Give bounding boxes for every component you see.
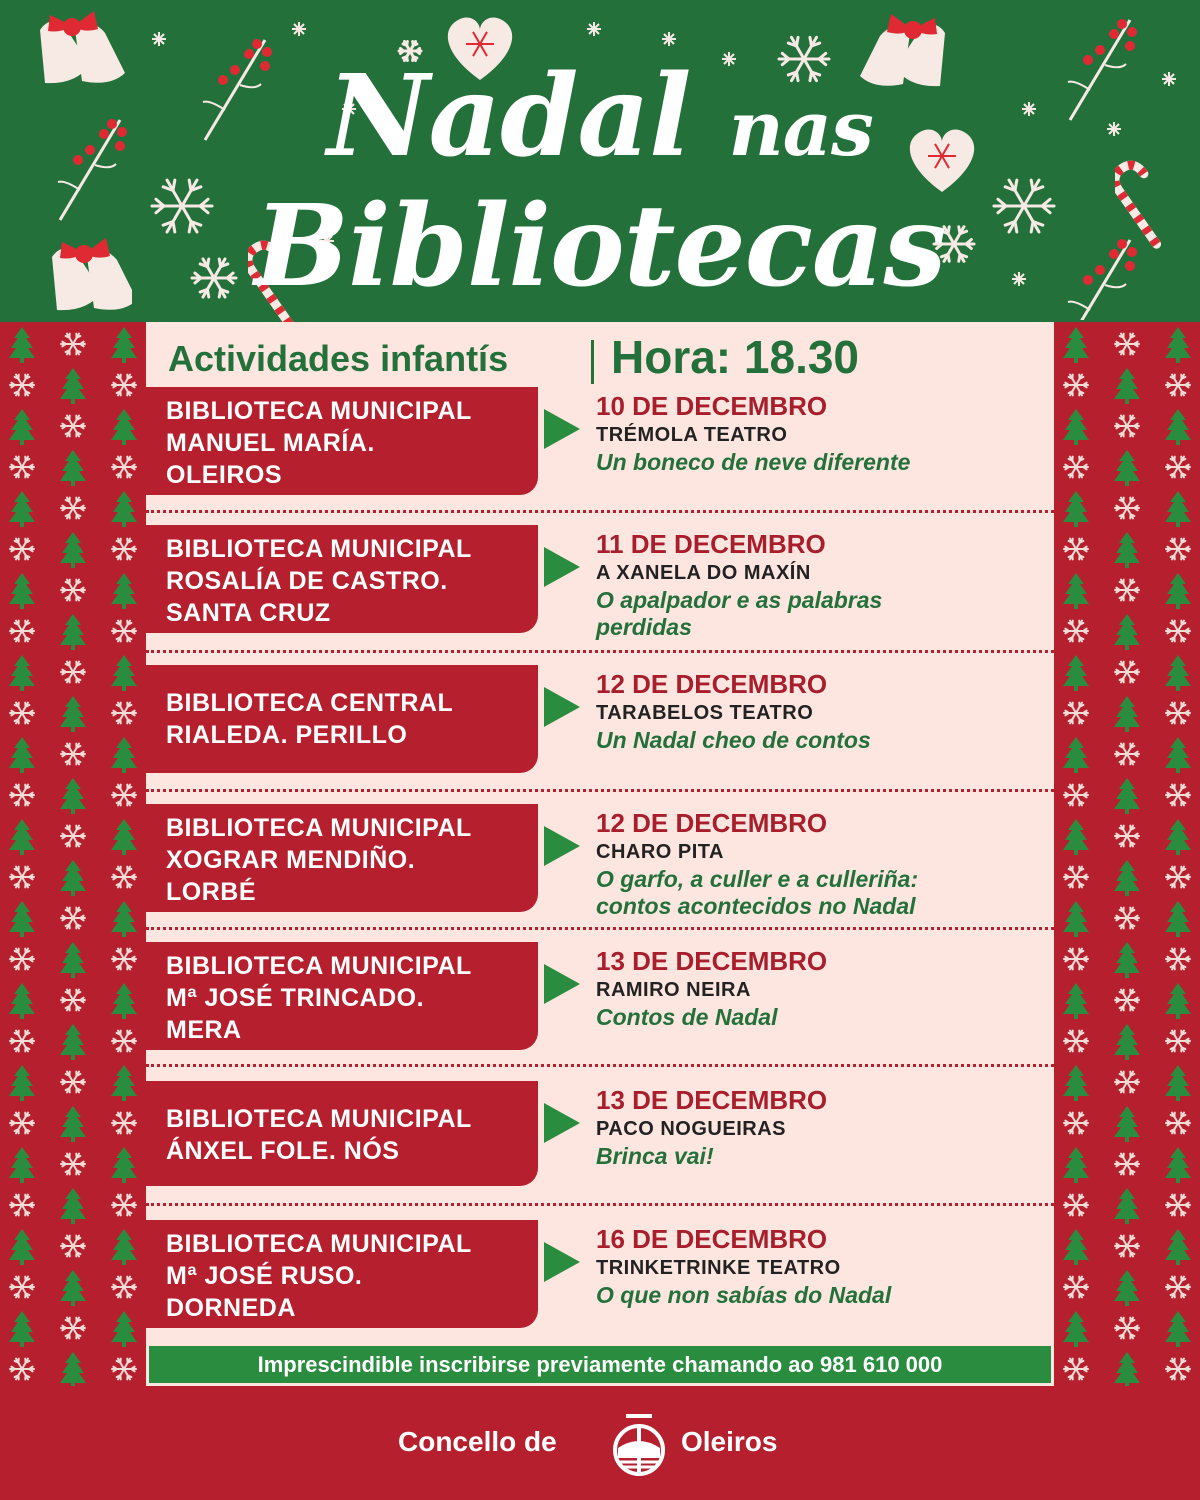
snowflake-icon <box>61 1072 85 1093</box>
library-name-line: MANUEL MARÍA. <box>166 429 375 457</box>
title-line-1 <box>0 52 1200 194</box>
tree-icon <box>1114 614 1140 650</box>
event-show-title: perdidas <box>596 614 692 640</box>
library-name-line: BIBLIOTECA MUNICIPAL <box>166 1105 472 1133</box>
event-company: RAMIRO NEIRA <box>596 979 751 1001</box>
tree-icon <box>60 1270 86 1306</box>
snowflake-icon <box>10 867 34 888</box>
tree-icon <box>60 1188 86 1224</box>
tree-icon <box>1114 368 1140 404</box>
library-name-line: BIBLIOTECA MUNICIPAL <box>166 1230 472 1258</box>
events-panel <box>146 322 1054 1386</box>
time-label: Hora: 18.30 <box>611 331 860 383</box>
snowflake-icon <box>1115 1154 1139 1175</box>
snowflake-icon <box>112 1277 136 1298</box>
tree-icon <box>60 368 86 404</box>
tree-icon <box>1114 1188 1140 1224</box>
event-info <box>596 1224 1046 1309</box>
library-name-box <box>146 1220 538 1328</box>
tree-icon <box>111 901 137 937</box>
library-name-line: OLEIROS <box>166 461 283 489</box>
dotted-divider <box>146 1203 1054 1206</box>
snowflake-icon <box>1166 621 1190 642</box>
event-date: 13 DE DECEMBRO <box>596 1085 828 1115</box>
snowflake-icon <box>1064 1359 1088 1380</box>
snowflake-icon <box>1166 785 1190 806</box>
library-name-line: BIBLIOTECA MUNICIPAL <box>166 535 472 563</box>
logo-text-right: Oleiros <box>681 1426 778 1457</box>
sparkle-icon <box>290 20 308 38</box>
library-name-line: XOGRAR MENDIÑO. <box>166 846 416 874</box>
tree-snowflake-pattern-right <box>1054 322 1200 1386</box>
event-info <box>596 669 1046 754</box>
library-name-box <box>146 665 538 773</box>
snowflake-icon <box>61 1154 85 1175</box>
tree-icon <box>1165 573 1191 609</box>
activities-label: Actividades infantís <box>168 338 509 379</box>
snowflake-icon <box>10 457 34 478</box>
tree-icon <box>60 532 86 568</box>
snowflake-icon <box>1064 457 1088 478</box>
sparkle-icon <box>660 30 678 48</box>
tree-icon <box>60 1106 86 1142</box>
library-name-line: RIALEDA. PERILLO <box>166 721 408 749</box>
snowflake-icon <box>1166 1359 1190 1380</box>
tree-icon <box>1114 778 1140 814</box>
registration-bar: Imprescindible inscribirse previamente chamando ao 981 610 000 <box>146 1343 1054 1386</box>
snowflake-icon <box>1115 662 1139 683</box>
event-show-title: Un Nadal cheo de contos <box>596 727 871 753</box>
snowflake-icon <box>10 703 34 724</box>
snowflake-icon <box>112 1113 136 1134</box>
event-date: 12 DE DECEMBRO <box>596 669 828 699</box>
snowflake-icon <box>1115 580 1139 601</box>
tree-icon <box>60 696 86 732</box>
tree-icon <box>60 614 86 650</box>
tree-icon <box>1063 409 1089 445</box>
tree-icon <box>1063 1065 1089 1101</box>
library-name-line: BIBLIOTECA MUNICIPAL <box>166 814 472 842</box>
event-date: 11 DE DECEMBRO <box>596 529 826 559</box>
tree-icon <box>1114 450 1140 486</box>
snowflake-icon <box>1064 703 1088 724</box>
arrow-right-icon <box>544 1242 580 1282</box>
title-word-nadal: Nadal <box>327 51 691 182</box>
tree-icon <box>1114 532 1140 568</box>
library-name-line: Mª JOSÉ RUSO. <box>166 1262 363 1290</box>
event-date: 16 DE DECEMBRO <box>596 1224 828 1254</box>
snowflake-icon <box>10 375 34 396</box>
snowflake-icon <box>1064 1031 1088 1052</box>
tree-icon <box>9 409 35 445</box>
arrow-right-icon <box>544 964 580 1004</box>
snowflake-icon <box>61 334 85 355</box>
snowflake-icon <box>10 1359 34 1380</box>
event-company: TARABELOS TEATRO <box>596 702 814 724</box>
tree-icon <box>9 983 35 1019</box>
event-info <box>596 529 1046 641</box>
library-name-line: LORBÉ <box>166 878 256 906</box>
tree-icon <box>9 327 35 363</box>
library-name-box <box>146 1081 538 1186</box>
snowflake-icon <box>112 1195 136 1216</box>
tree-icon <box>1165 1311 1191 1347</box>
tree-icon <box>60 450 86 486</box>
tree-icon <box>1165 983 1191 1019</box>
snowflake-icon <box>1064 539 1088 560</box>
dotted-divider <box>146 1064 1054 1067</box>
tree-icon <box>9 1311 35 1347</box>
tree-icon <box>1063 819 1089 855</box>
tree-icon <box>60 942 86 978</box>
snowflake-icon <box>112 621 136 642</box>
tree-icon <box>1063 491 1089 527</box>
tree-icon <box>1114 1106 1140 1142</box>
tree-icon <box>111 1147 137 1183</box>
snowflake-icon <box>112 457 136 478</box>
tree-icon <box>1165 819 1191 855</box>
tree-icon <box>1063 327 1089 363</box>
tree-icon <box>1063 1311 1089 1347</box>
snowflake-icon <box>1166 1031 1190 1052</box>
tree-icon <box>1165 737 1191 773</box>
tree-icon <box>111 983 137 1019</box>
snowflake-icon <box>1166 375 1190 396</box>
tree-icon <box>1063 573 1089 609</box>
event-date: 10 DE DECEMBRO <box>596 391 828 421</box>
tree-icon <box>1063 983 1089 1019</box>
library-name-box <box>146 942 538 1050</box>
tree-icon <box>1165 901 1191 937</box>
snowflake-icon <box>1115 908 1139 929</box>
snowflake-icon <box>112 375 136 396</box>
library-name-box <box>146 387 538 495</box>
tree-icon <box>60 860 86 896</box>
tree-icon <box>60 1352 86 1386</box>
tree-icon <box>111 819 137 855</box>
library-name-line: ROSALÍA DE CASTRO. <box>166 567 448 595</box>
event-info <box>596 808 1046 920</box>
sparkle-icon <box>585 20 603 38</box>
library-name-line: BIBLIOTECA MUNICIPAL <box>166 952 472 980</box>
tree-icon <box>1063 1147 1089 1183</box>
snowflake-icon <box>112 703 136 724</box>
snowflake-icon <box>1115 416 1139 437</box>
arrow-right-icon <box>544 1103 580 1143</box>
event-company: TRINKETRINKE TEATRO <box>596 1257 841 1279</box>
event-company: CHARO PITA <box>596 841 724 863</box>
event-company: TRÉMOLA TEATRO <box>596 424 788 446</box>
snowflake-icon <box>112 785 136 806</box>
dotted-divider <box>146 927 1054 930</box>
tree-icon <box>1165 1147 1191 1183</box>
subheader <box>146 330 1054 388</box>
tree-icon <box>1114 860 1140 896</box>
event-date: 12 DE DECEMBRO <box>596 808 828 838</box>
library-name-box <box>146 804 538 912</box>
library-name-line: BIBLIOTECA MUNICIPAL <box>166 397 472 425</box>
event-show-title: Brinca vai! <box>596 1143 714 1169</box>
sparkle-icon <box>150 30 168 48</box>
library-name-line: Mª JOSÉ TRINCADO. <box>166 984 425 1012</box>
tree-icon <box>1165 327 1191 363</box>
arrow-right-icon <box>544 409 580 449</box>
snowflake-icon <box>61 826 85 847</box>
right-pattern <box>1054 322 1200 1386</box>
snowflake-icon <box>1115 826 1139 847</box>
snowflake-icon <box>112 1031 136 1052</box>
arrow-right-icon <box>544 547 580 587</box>
event-info <box>596 1085 1046 1170</box>
dotted-divider <box>146 650 1054 653</box>
tree-icon <box>111 1065 137 1101</box>
tree-icon <box>60 778 86 814</box>
snowflake-icon <box>112 1359 136 1380</box>
snowflake-icon <box>1166 1113 1190 1134</box>
snowflake-icon <box>1166 949 1190 970</box>
snowflake-icon <box>112 539 136 560</box>
tree-icon <box>111 327 137 363</box>
snowflake-icon <box>1115 498 1139 519</box>
tree-icon <box>111 573 137 609</box>
dotted-divider <box>146 789 1054 792</box>
tree-icon <box>111 1229 137 1265</box>
dotted-divider <box>146 510 1054 513</box>
snowflake-icon <box>61 416 85 437</box>
tree-icon <box>1063 655 1089 691</box>
tree-icon <box>111 655 137 691</box>
tree-icon <box>111 1311 137 1347</box>
tree-icon <box>9 655 35 691</box>
tree-icon <box>1114 1024 1140 1060</box>
tree-icon <box>1165 1065 1191 1101</box>
tree-icon <box>111 491 137 527</box>
event-info <box>596 391 1046 476</box>
library-name-line: MERA <box>166 1016 242 1044</box>
event-show-title: Contos de Nadal <box>596 1004 778 1030</box>
snowflake-icon <box>1115 990 1139 1011</box>
event-company: A XANELA DO MAXÍN <box>596 562 811 584</box>
tree-icon <box>1165 655 1191 691</box>
event-info <box>596 946 1046 1031</box>
snowflake-icon <box>61 990 85 1011</box>
tree-icon <box>1063 901 1089 937</box>
snowflake-icon <box>1115 1318 1139 1339</box>
snowflake-icon <box>112 867 136 888</box>
snowflake-icon <box>1064 1113 1088 1134</box>
oleiros-emblem-icon <box>608 1414 670 1476</box>
tree-icon <box>9 1065 35 1101</box>
tree-icon <box>9 737 35 773</box>
library-name-line: ÁNXEL FOLE. NÓS <box>166 1137 400 1165</box>
event-show-title: O que non sabías do Nadal <box>596 1282 892 1308</box>
snowflake-icon <box>1064 621 1088 642</box>
snowflake-icon <box>1064 1277 1088 1298</box>
footer <box>0 1386 1200 1500</box>
snowflake-icon <box>1166 539 1190 560</box>
library-name-line: DORNEDA <box>166 1294 296 1322</box>
title-line-2: Bibliotecas <box>254 181 946 312</box>
tree-icon <box>1114 1270 1140 1306</box>
tree-icon <box>1114 942 1140 978</box>
tree-icon <box>1114 696 1140 732</box>
snowflake-icon <box>1064 375 1088 396</box>
snowflake-icon <box>61 498 85 519</box>
tree-icon <box>1063 1229 1089 1265</box>
snowflake-icon <box>61 1318 85 1339</box>
tree-icon <box>1114 1352 1140 1386</box>
library-name-line: SANTA CRUZ <box>166 599 331 627</box>
tree-icon <box>9 819 35 855</box>
tree-icon <box>1165 409 1191 445</box>
event-company: PACO NOGUEIRAS <box>596 1118 786 1140</box>
snowflake-icon <box>1166 703 1190 724</box>
snowflake-icon <box>10 1113 34 1134</box>
snowflake-icon <box>1115 744 1139 765</box>
snowflake-icon <box>1064 867 1088 888</box>
event-show-title: O garfo, a culler e a culleriña: <box>596 866 919 892</box>
concello-logo <box>0 1386 1200 1500</box>
tree-icon <box>111 409 137 445</box>
snowflake-icon <box>10 949 34 970</box>
arrow-right-icon <box>544 687 580 727</box>
snowflake-icon <box>10 1031 34 1052</box>
header-banner <box>0 0 1200 322</box>
snowflake-icon <box>61 662 85 683</box>
snowflake-icon <box>61 908 85 929</box>
tree-icon <box>9 1147 35 1183</box>
snowflake-icon <box>10 539 34 560</box>
snowflake-icon <box>61 1236 85 1257</box>
tree-icon <box>9 573 35 609</box>
snowflake-icon <box>10 785 34 806</box>
tree-icon <box>9 1229 35 1265</box>
left-pattern <box>0 322 146 1386</box>
event-show-title: Un boneco de neve diferente <box>596 449 911 475</box>
snowflake-icon <box>112 949 136 970</box>
snowflake-icon <box>1064 785 1088 806</box>
subheader-divider <box>591 340 594 384</box>
event-show-title: O apalpador e as palabras <box>596 587 883 613</box>
event-show-title: contos acontecidos no Nadal <box>596 893 916 919</box>
logo-text-left: Concello de <box>398 1426 557 1457</box>
library-name-line: BIBLIOTECA CENTRAL <box>166 689 454 717</box>
snowflake-icon <box>1166 867 1190 888</box>
tree-icon <box>60 1024 86 1060</box>
snowflake-icon <box>1115 334 1139 355</box>
snowflake-icon <box>1115 1072 1139 1093</box>
tree-icon <box>1063 737 1089 773</box>
snowflake-icon <box>10 621 34 642</box>
tree-icon <box>1165 1229 1191 1265</box>
tree-snowflake-pattern-left <box>0 322 146 1386</box>
library-name-box <box>146 525 538 633</box>
snowflake-icon <box>1166 457 1190 478</box>
tree-icon <box>111 737 137 773</box>
snowflake-icon <box>1166 1277 1190 1298</box>
title-word-nas: nas <box>728 84 873 173</box>
snowflake-icon <box>1115 1236 1139 1257</box>
snowflake-icon <box>10 1277 34 1298</box>
event-date: 13 DE DECEMBRO <box>596 946 828 976</box>
snowflake-icon <box>10 1195 34 1216</box>
tree-icon <box>9 901 35 937</box>
arrow-right-icon <box>544 826 580 866</box>
snowflake-icon <box>61 744 85 765</box>
snowflake-icon <box>1064 949 1088 970</box>
snowflake-icon <box>1166 1195 1190 1216</box>
snowflake-icon <box>61 580 85 601</box>
tree-icon <box>9 491 35 527</box>
snowflake-icon <box>1064 1195 1088 1216</box>
tree-icon <box>1165 491 1191 527</box>
